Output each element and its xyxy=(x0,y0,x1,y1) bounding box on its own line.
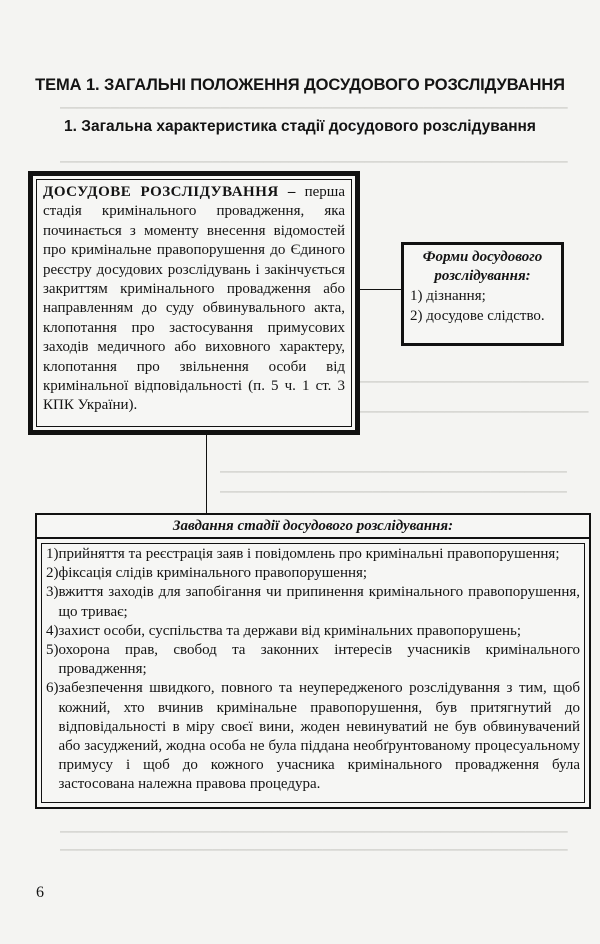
tasks-list xyxy=(41,543,585,803)
task-item xyxy=(46,583,580,621)
bleed-through-text: ▁▁▁▁▁▁▁▁▁▁▁▁▁▁▁▁▁▁▁▁▁▁▁▁▁▁▁▁▁▁▁▁▁▁▁▁▁▁▁▁▁ xyxy=(220,461,567,473)
task-text: прийняття та реєстрація заяв і повідомлень про кримінальні правопорушення; xyxy=(58,546,560,562)
definition-body xyxy=(36,179,352,427)
task-item xyxy=(46,679,580,794)
chapter-title: ТЕМА 1. ЗАГАЛЬНІ ПОЛОЖЕННЯ ДОСУДОВОГО РОЗСЛІДУВАННЯ xyxy=(35,76,565,94)
forms-item: 1) дізнання; xyxy=(410,288,486,304)
task-number: 3) xyxy=(46,584,59,601)
bleed-through-text: ▁▁▁▁▁▁▁▁▁▁▁▁▁▁▁▁▁▁▁▁▁▁▁▁▁▁▁▁▁▁▁▁▁▁▁▁▁▁▁▁▁▁▁▁▁▁▁▁▁▁▁▁▁▁▁▁▁▁▁▁ xyxy=(60,97,568,109)
task-number: 2) xyxy=(46,565,59,582)
task-item xyxy=(46,564,580,583)
task-item xyxy=(46,641,580,679)
task-text: фіксація слідів кримінального правопорушення; xyxy=(58,565,368,582)
definition-term: ДОСУДОВЕ РОЗСЛІДУВАННЯ – xyxy=(43,184,296,200)
forms-title: Форми досудового розслідування: xyxy=(422,249,543,284)
definition-text: перша стадія кримінального провадження, яка починається з моменту внесення відомостей про кримінальне правопорушення до Єдиного реєстру досудових розслідувань і закінчується закриттям кримінального провадження або направленням до суду обвинувального акта, клопотання про застосування примусових заходів медичного або виховного характеру, клопотання про звільнення особи від кримінальної відповідальності (п. 5 ч. 1 ст. 3 КПК України). xyxy=(43,184,346,414)
forms-box xyxy=(401,242,564,346)
bleed-through-text: ▁▁▁▁▁▁▁▁▁▁▁▁▁▁▁▁▁▁▁▁▁▁▁▁▁▁▁▁▁▁▁▁▁▁▁▁▁▁▁▁▁▁▁▁▁▁▁▁▁▁▁▁▁▁▁▁▁▁▁▁ xyxy=(60,151,568,163)
task-text: забезпечення швидкого, повного та неупередженого розслідування з тим, щоб кожний, хто вчинив кримінальне правопорушення, був притягнутий до відповідальності в міру своєї вини, жоден невинуватий не був обвинувачений або засуджений, жодна особа не була піддана необґрунтованому процесуальному примусу і щоб до кожного учасника кримінального провадження була застосована належна правова процедура. xyxy=(58,680,580,793)
bleed-through-text: ▁▁▁▁▁▁▁▁▁▁▁▁▁▁▁▁▁▁▁▁▁▁▁▁▁▁▁▁▁▁▁▁▁▁▁▁▁▁▁▁▁▁▁▁▁▁▁▁▁▁▁▁▁▁▁▁▁▁▁▁ xyxy=(60,839,568,851)
page-number: 6 xyxy=(36,884,44,901)
tasks-box xyxy=(35,513,591,809)
task-number: 5) xyxy=(46,642,59,659)
bleed-through-text: ▁▁▁▁▁▁▁▁▁▁▁▁▁▁▁▁▁▁▁▁▁▁▁▁▁▁▁ xyxy=(360,371,589,383)
connector-line xyxy=(206,435,207,514)
task-item xyxy=(46,622,580,641)
section-title: 1. Загальна характеристика стадії досудового розслідування xyxy=(64,118,536,135)
bleed-through-text: ▁▁▁▁▁▁▁▁▁▁▁▁▁▁▁▁▁▁▁▁▁▁▁▁▁▁▁▁▁▁▁▁▁▁▁▁▁▁▁▁▁▁▁▁▁▁▁▁▁▁▁▁▁▁▁▁▁▁▁▁ xyxy=(60,821,568,833)
task-text: захист особи, суспільства та держави від кримінальних правопорушень; xyxy=(58,622,522,639)
forms-list xyxy=(410,287,555,326)
task-number: 6) xyxy=(46,680,59,697)
connector-line xyxy=(360,289,401,290)
task-number: 1) xyxy=(46,546,59,562)
task-text: вжиття заходів для запобігання чи припинення кримінального правопорушення, що триває; xyxy=(58,584,580,620)
task-text: охорона прав, свобод та законних інтересів учасників кримінального провадження; xyxy=(58,642,580,678)
task-number: 4) xyxy=(46,622,59,639)
tasks-title: Завдання стадії досудового розслідування: xyxy=(37,515,589,539)
definition-box xyxy=(28,171,360,435)
bleed-through-text: ▁▁▁▁▁▁▁▁▁▁▁▁▁▁▁▁▁▁▁▁▁▁▁▁▁▁▁ xyxy=(360,401,589,413)
bleed-through-text: ▁▁▁▁▁▁▁▁▁▁▁▁▁▁▁▁▁▁▁▁▁▁▁▁▁▁▁▁▁▁▁▁▁▁▁▁▁▁▁▁▁ xyxy=(220,481,567,493)
task-item xyxy=(46,545,580,564)
forms-item: 2) досудове слідство. xyxy=(410,307,545,324)
